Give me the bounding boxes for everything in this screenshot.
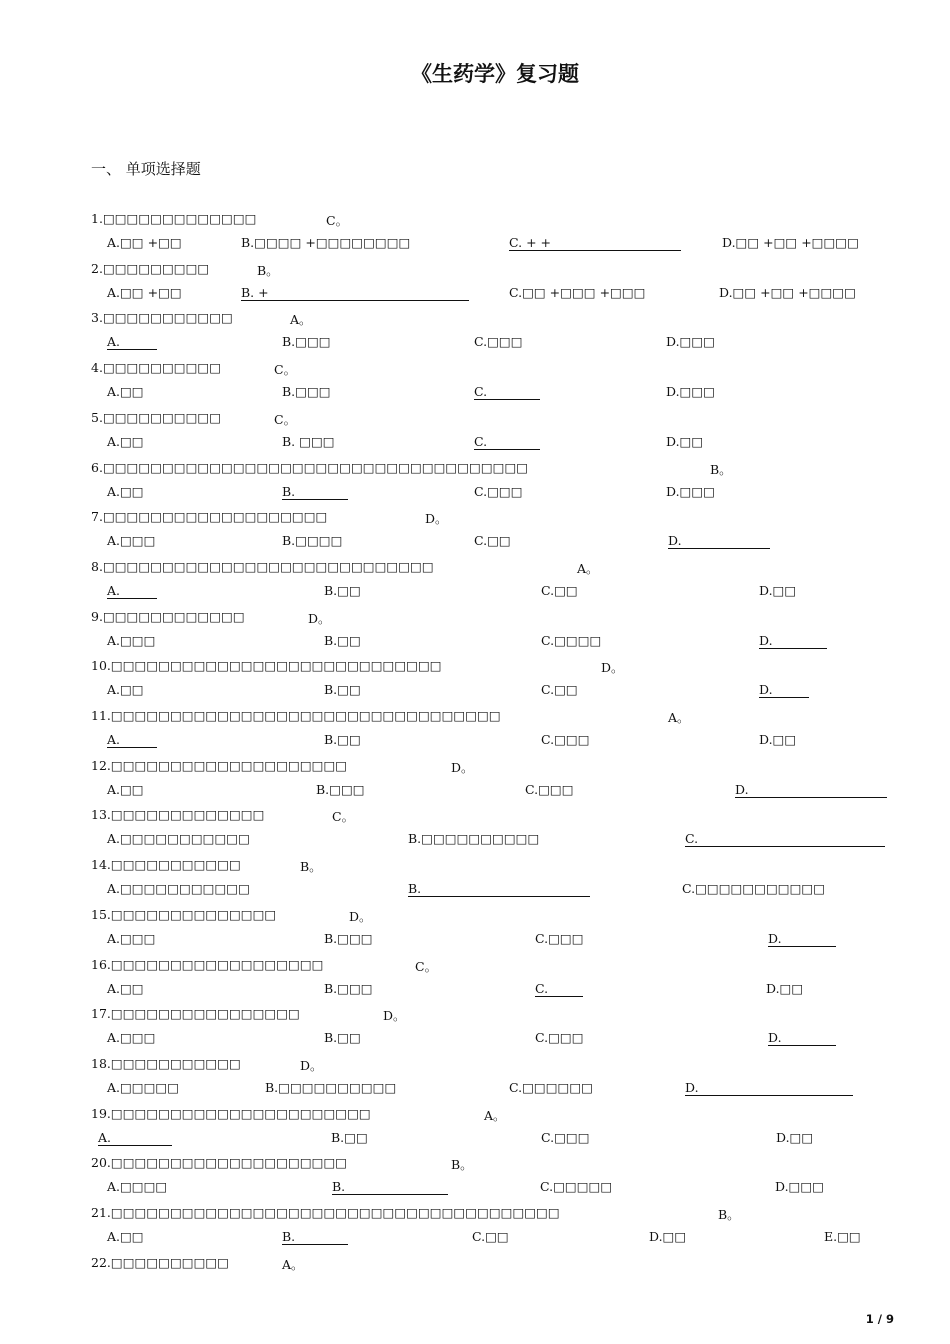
option-text: A.□□□□□□□□□□□ — [107, 881, 250, 897]
answer-key: A。 — [484, 1107, 506, 1123]
option — [98, 1130, 172, 1146]
question-stem — [91, 658, 442, 673]
option-text: B.□□ — [324, 632, 361, 648]
question-number: 22. — [91, 1254, 111, 1270]
answer-key: A。 — [577, 560, 599, 576]
option — [282, 434, 335, 449]
option-text: A.□□□□ — [107, 1179, 168, 1195]
option-text: C.□□□ — [541, 732, 590, 747]
answer-key: D。 — [601, 660, 624, 676]
question-stem — [91, 609, 245, 624]
question-number: 13. — [91, 807, 111, 823]
option-text: C.□□□□□□□□□□□ — [682, 881, 826, 897]
option — [768, 931, 836, 947]
option — [509, 235, 681, 251]
option — [282, 384, 331, 399]
option — [666, 484, 715, 499]
option — [324, 633, 361, 648]
option — [282, 334, 331, 349]
question-stem — [91, 360, 221, 375]
option-text: C.□□□ — [474, 334, 523, 350]
option — [766, 981, 803, 996]
question-number: 5. — [91, 409, 103, 425]
option — [107, 1080, 179, 1095]
question-text: □□□□□□□□□□□□□□□□□□□□□□□□□□□□ — [110, 658, 442, 674]
question-stem — [91, 460, 528, 475]
selected-option-text: D. — [759, 633, 827, 649]
answer-key: D。 — [349, 908, 372, 924]
question-text: □□□□□□□□□□□□□□ — [110, 906, 277, 922]
question-text: □□□□□□□□□□□□ — [102, 608, 245, 624]
question-number: 10. — [91, 658, 111, 674]
option — [666, 434, 703, 449]
option — [474, 533, 511, 548]
option-text: D.□□ — [766, 980, 804, 996]
option-text: A.□□□ — [107, 533, 156, 549]
option — [535, 981, 583, 997]
option-text: B.□□ — [331, 1129, 368, 1145]
option — [474, 484, 523, 499]
answer-key: B。 — [300, 859, 322, 875]
option — [107, 384, 144, 399]
option — [107, 881, 250, 896]
option — [107, 633, 155, 648]
option-text: B.□□ — [324, 682, 361, 698]
question-stem — [91, 1155, 347, 1170]
option — [541, 732, 590, 747]
option — [241, 235, 410, 250]
question-stem — [91, 807, 264, 822]
option — [535, 931, 584, 946]
selected-option-text: D. — [735, 782, 887, 798]
question-stem — [91, 1255, 229, 1270]
option — [541, 1130, 590, 1145]
question-text: □□□□□□□□□□□□□□□□□□□□ — [110, 757, 348, 773]
selected-option-text: D. — [759, 682, 809, 698]
question-stem — [91, 1106, 371, 1121]
option — [107, 334, 157, 350]
option — [722, 235, 859, 250]
question-text: □□□□□□□□□□□□□□□□□□□ — [102, 509, 328, 525]
option-text: B.□□ — [324, 582, 361, 598]
section-heading: 一、 单项选择题 — [91, 160, 201, 178]
option — [107, 682, 144, 697]
option-text: D.□□ — [776, 1129, 814, 1145]
selected-option-text: C. — [535, 981, 583, 997]
selected-option-text: D. — [685, 1080, 853, 1096]
option — [535, 1030, 584, 1045]
option — [324, 583, 361, 598]
option-text: E.□□ — [824, 1229, 861, 1244]
answer-key: B。 — [451, 1157, 473, 1173]
question-number: 11. — [91, 708, 111, 723]
option-text: D.□□ — [759, 732, 797, 747]
question-text: □□□□□□□□□□□ — [110, 1055, 241, 1071]
question-number: 1. — [91, 211, 103, 226]
option — [474, 384, 540, 400]
answer-key: D。 — [300, 1057, 323, 1073]
option-text: D.□□□ — [666, 384, 715, 400]
option-text: B.□□□ — [282, 384, 331, 400]
option — [474, 334, 523, 349]
option-text: B.□□□ — [282, 334, 331, 350]
option — [541, 633, 601, 648]
option-text: A.□□ +□□ — [107, 235, 182, 250]
option — [824, 1229, 861, 1244]
option-text: C.□□ — [472, 1229, 509, 1244]
option — [759, 682, 809, 698]
question-text: □□□□□□□□□□ — [102, 360, 222, 376]
option — [768, 1030, 836, 1046]
question-stem — [91, 758, 347, 773]
question-stem — [91, 907, 276, 922]
option — [666, 334, 715, 349]
option-text: A.□□ — [107, 1229, 144, 1244]
option-text: B.□□□ — [324, 980, 373, 996]
option-text: D.□□ +□□ +□□□□ — [719, 284, 856, 300]
option-text: A.□□□ — [107, 632, 156, 648]
option — [541, 583, 578, 598]
answer-key: C。 — [326, 213, 349, 228]
option-text: A.□□ — [107, 781, 144, 797]
question-stem — [91, 410, 221, 425]
question-text: □□□□□□□□□□□□□□□□□□□□□□□□□□□□□□□□□□□□ — [102, 459, 529, 475]
option — [525, 782, 574, 797]
answer-key: C。 — [332, 809, 355, 825]
question-text: □□□□□□□□□□□□□□□□ — [110, 1006, 300, 1022]
question-number: 12. — [91, 757, 111, 773]
option-text: A.□□ — [107, 483, 144, 499]
option — [107, 981, 144, 996]
selected-option-text: C. — [474, 434, 540, 450]
option — [685, 831, 885, 847]
selected-option-text: B. — [282, 1229, 348, 1245]
selected-option-text: C. + + — [509, 235, 681, 251]
question-stem — [91, 857, 241, 872]
question-stem — [91, 1006, 300, 1021]
selected-option-text: A. — [98, 1130, 172, 1146]
option-text: C.□□□ — [525, 781, 574, 797]
selected-option-text: B. — [332, 1179, 448, 1195]
option-text: C.□□□□□ — [540, 1179, 613, 1195]
option-text: C.□□ — [541, 682, 578, 698]
option-text: C.□□□ — [474, 483, 523, 499]
option-text: A.□□ — [107, 980, 144, 996]
selected-option-text: C. — [474, 384, 540, 400]
question-text: □□□□□□□□□□□ — [102, 310, 233, 326]
option — [241, 285, 469, 301]
selected-option-text: D. — [768, 1030, 836, 1046]
option — [316, 782, 365, 797]
selected-option-text: B. + — [241, 285, 469, 301]
question-text: □□□□□□□□□□□□□□□□□□□□□□□□□□□□ — [102, 558, 434, 574]
question-text: □□□□□□□□□□ — [102, 409, 222, 425]
option — [324, 732, 361, 747]
option — [759, 583, 796, 598]
option — [776, 1130, 813, 1145]
question-stem — [91, 310, 233, 325]
question-number: 2. — [91, 260, 103, 276]
option-text: D.□□ +□□ +□□□□ — [722, 235, 859, 250]
option — [107, 1229, 144, 1244]
question-text: □□□□□□□□□□□□□□□□□□□□□□ — [110, 1105, 371, 1121]
question-text: □□□□□□□□□□□□□□□□□□□□□□□□□□□□□□□□□□□□□□ — [110, 1205, 560, 1220]
option — [107, 285, 182, 300]
option — [408, 881, 590, 897]
question-stem — [91, 1205, 560, 1220]
answer-key: D。 — [425, 511, 448, 527]
option — [649, 1229, 686, 1244]
answer-key: C。 — [274, 362, 297, 378]
option — [282, 1229, 348, 1245]
option-text: C.□□□ — [535, 930, 584, 946]
option-text: A.□□ — [107, 433, 144, 449]
option — [107, 235, 182, 250]
option-text: A.□□□ — [107, 930, 156, 946]
option — [324, 1030, 361, 1045]
question-number: 6. — [91, 459, 103, 475]
option — [735, 782, 887, 798]
option-text: C.□□□□ — [541, 632, 602, 648]
option — [282, 533, 342, 548]
option-text: A.□□ +□□ — [107, 284, 182, 300]
option — [668, 533, 770, 549]
question-text: □□□□□□□□□ — [102, 260, 210, 276]
selected-option-text: B. — [282, 484, 348, 500]
option — [107, 434, 144, 449]
option-text: B.□□ — [324, 1030, 361, 1046]
option — [282, 484, 348, 500]
option — [332, 1179, 448, 1195]
selected-option-text: A. — [107, 334, 157, 350]
question-text: □□□□□□□□□□ — [110, 1254, 229, 1270]
option — [719, 285, 856, 300]
selected-option-text: D. — [668, 533, 770, 549]
question-number: 20. — [91, 1155, 111, 1171]
option-text: B.□□□ — [324, 930, 373, 946]
question-text: □□□□□□□□□□□ — [110, 857, 241, 873]
option — [107, 1179, 167, 1194]
option-text: C.□□ — [474, 533, 511, 549]
option — [265, 1080, 396, 1095]
question-text: □□□□□□□□□□□□□□□□□□□□□□□□□□□□□□□□□ — [110, 708, 501, 723]
option — [107, 533, 155, 548]
option-text: D.□□ — [666, 433, 704, 449]
question-stem — [91, 509, 327, 524]
option-text: A.□□ — [107, 384, 144, 400]
option — [509, 285, 645, 300]
answer-key: C。 — [415, 958, 438, 974]
answer-key: D。 — [451, 759, 474, 775]
question-number: 14. — [91, 857, 111, 873]
question-stem — [91, 708, 501, 723]
option — [324, 931, 373, 946]
answer-key: A。 — [282, 1256, 304, 1272]
answer-key: B。 — [710, 461, 732, 477]
option — [107, 831, 250, 846]
option-text: D.□□□ — [666, 334, 715, 350]
question-number: 16. — [91, 956, 111, 972]
page-number: 1 / 9 — [865, 1312, 894, 1326]
option-text: C.□□□ — [535, 1030, 584, 1046]
option — [324, 682, 361, 697]
option-text: B.□□□□□□□□□□ — [408, 831, 540, 847]
option-text: C.□□□ — [541, 1129, 590, 1145]
question-number: 3. — [91, 310, 103, 326]
option — [759, 633, 827, 649]
answer-key: A。 — [668, 710, 690, 725]
question-number: 21. — [91, 1205, 111, 1220]
option-text: A.□□□□□ — [107, 1079, 180, 1095]
answer-key: A。 — [290, 312, 312, 328]
option — [540, 1179, 612, 1194]
option-text: C.□□□□□□ — [509, 1079, 593, 1095]
option-text: C.□□ +□□□ +□□□ — [509, 284, 646, 300]
question-stem — [91, 1056, 241, 1071]
page-title: 《生药学》复习题 — [411, 62, 579, 86]
answer-key: D。 — [383, 1008, 406, 1024]
option — [408, 831, 539, 846]
selected-option-text: B. — [408, 881, 590, 897]
option-text: D.□□ — [759, 582, 797, 598]
question-text: □□□□□□□□□□□□□ — [102, 211, 257, 226]
question-number: 15. — [91, 906, 111, 922]
option-text: B. □□□ — [282, 433, 335, 449]
answer-key: C。 — [274, 411, 297, 427]
question-number: 17. — [91, 1006, 111, 1022]
question-stem — [91, 957, 323, 972]
selected-option-text: C. — [685, 831, 885, 847]
option-text: B.□□□ — [316, 781, 365, 797]
option — [107, 782, 144, 797]
answer-key: B。 — [257, 262, 279, 278]
option — [472, 1229, 509, 1244]
option-text: B.□□□□ +□□□□□□□□ — [241, 235, 411, 250]
option-text: A.□□□ — [107, 1030, 156, 1046]
option — [682, 881, 825, 896]
question-text: □□□□□□□□□□□□□□□□□□□□ — [110, 1155, 348, 1171]
option-text: B.□□ — [324, 732, 361, 747]
option — [107, 732, 157, 748]
option-text: D.□□□ — [666, 483, 715, 499]
answer-key: D。 — [308, 610, 331, 626]
option-text: B.□□□□ — [282, 533, 343, 549]
option — [107, 1030, 155, 1045]
option — [474, 434, 540, 450]
question-text: □□□□□□□□□□□□□ — [110, 807, 265, 823]
option — [775, 1179, 824, 1194]
question-stem — [91, 211, 256, 226]
option — [107, 484, 144, 499]
option — [107, 583, 157, 599]
question-number: 18. — [91, 1055, 111, 1071]
option-text: A.□□□□□□□□□□□ — [107, 831, 250, 847]
answer-key: B。 — [718, 1207, 740, 1222]
option-text: D.□□ — [649, 1229, 687, 1244]
option — [509, 1080, 593, 1095]
option — [324, 981, 373, 996]
question-stem — [91, 559, 434, 574]
selected-option-text: A. — [107, 732, 157, 748]
question-text: □□□□□□□□□□□□□□□□□□ — [110, 956, 324, 972]
option — [666, 384, 715, 399]
question-number: 8. — [91, 558, 103, 574]
option — [685, 1080, 853, 1096]
question-number: 7. — [91, 509, 103, 525]
question-number: 19. — [91, 1105, 111, 1121]
option-text: D.□□□ — [775, 1179, 824, 1195]
option-text: B.□□□□□□□□□□ — [265, 1079, 397, 1095]
question-number: 9. — [91, 608, 103, 624]
selected-option-text: D. — [768, 931, 836, 947]
option — [759, 732, 796, 747]
option — [107, 931, 155, 946]
question-stem — [91, 261, 209, 276]
option — [541, 682, 578, 697]
option-text: C.□□ — [541, 582, 578, 598]
selected-option-text: A. — [107, 583, 157, 599]
option-text: A.□□ — [107, 682, 144, 698]
option — [331, 1130, 368, 1145]
question-number: 4. — [91, 360, 103, 376]
